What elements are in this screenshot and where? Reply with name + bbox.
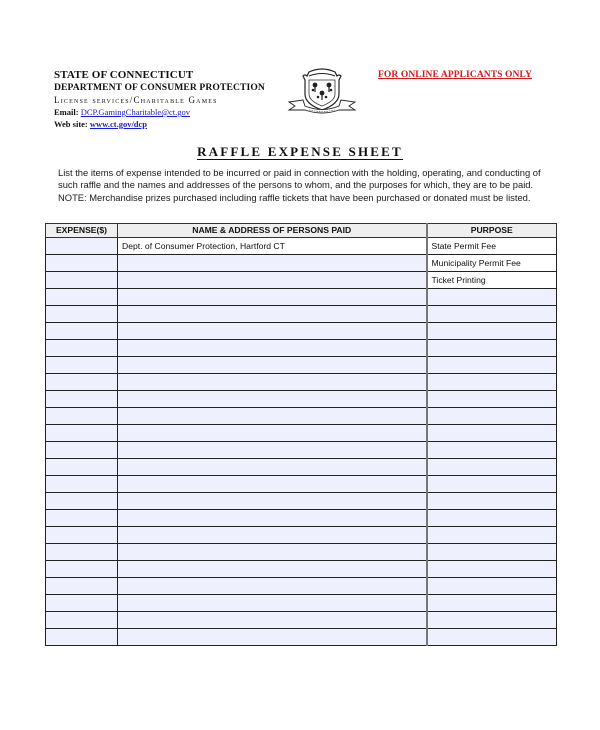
- expense-field[interactable]: [46, 306, 118, 323]
- expense-field[interactable]: [46, 391, 118, 408]
- department-name: DEPARTMENT OF CONSUMER PROTECTION: [54, 82, 265, 93]
- name-address-field[interactable]: [118, 527, 427, 544]
- state-name: STATE OF CONNECTICUT: [54, 69, 194, 81]
- purpose-field[interactable]: [427, 459, 557, 476]
- expense-field[interactable]: [46, 272, 118, 289]
- name-address-field[interactable]: [118, 255, 427, 272]
- table-row: [46, 476, 557, 493]
- email-link[interactable]: DCP.GamingCharitable@ct.gov: [80, 107, 191, 117]
- name-address-field[interactable]: [118, 510, 427, 527]
- table-row: [46, 391, 557, 408]
- name-address-field[interactable]: [118, 425, 427, 442]
- name-address-field[interactable]: [118, 357, 427, 374]
- table-row: [46, 238, 557, 255]
- table-row: [46, 544, 557, 561]
- expense-field[interactable]: [46, 323, 118, 340]
- purpose-field[interactable]: [427, 306, 557, 323]
- name-address-field[interactable]: [118, 306, 427, 323]
- website-link[interactable]: www.ct.gov/dcp: [89, 119, 148, 129]
- expense-field[interactable]: [46, 238, 118, 255]
- expense-field[interactable]: [46, 425, 118, 442]
- expense-table: [45, 223, 557, 646]
- table-row: [46, 510, 557, 527]
- expense-field[interactable]: [46, 357, 118, 374]
- expense-field[interactable]: [46, 595, 118, 612]
- table-row: [46, 357, 557, 374]
- name-address-field[interactable]: [118, 272, 427, 289]
- name-address-field[interactable]: [118, 408, 427, 425]
- name-address-field[interactable]: [118, 289, 427, 306]
- agency-header: [54, 69, 294, 130]
- purpose-field[interactable]: [427, 340, 557, 357]
- expense-field[interactable]: [46, 578, 118, 595]
- column-header-name-address: NAME & ADDRESS OF PERSONS PAID: [118, 224, 427, 238]
- name-address-field[interactable]: [118, 391, 427, 408]
- column-header-expense: EXPENSE($): [46, 224, 118, 238]
- purpose-field[interactable]: [427, 289, 557, 306]
- table-row: [46, 323, 557, 340]
- website-label: Web site:: [54, 119, 88, 129]
- column-header-purpose: PURPOSE: [427, 224, 557, 238]
- purpose-field[interactable]: [427, 612, 557, 629]
- name-address-field[interactable]: [118, 544, 427, 561]
- table-row: [46, 578, 557, 595]
- name-address-field[interactable]: [118, 595, 427, 612]
- name-address-field[interactable]: Dept. of Consumer Protection, Hartford CT: [118, 238, 427, 255]
- purpose-field[interactable]: [427, 629, 557, 646]
- name-address-field[interactable]: [118, 442, 427, 459]
- instructions-paragraph: List the items of expense intended to be incurred or paid in connection with the holding, operating, and conducting of such raffle and the names and addresses of the persons to whom, and the purposes for which, they are to be paid. NOTE: Merchandise prizes purchased including raffle tickets that have been purchased or donated must be listed.: [58, 167, 541, 203]
- table-row: [46, 425, 557, 442]
- email-label: Email:: [54, 107, 79, 117]
- table-row: [46, 561, 557, 578]
- table-row: [46, 374, 557, 391]
- name-address-field[interactable]: [118, 340, 427, 357]
- purpose-field[interactable]: [427, 442, 557, 459]
- purpose-field[interactable]: [427, 527, 557, 544]
- name-address-field[interactable]: [118, 374, 427, 391]
- purpose-field[interactable]: [427, 391, 557, 408]
- purpose-field[interactable]: [427, 476, 557, 493]
- table-header-row: [46, 224, 557, 238]
- purpose-field[interactable]: Municipality Permit Fee: [427, 255, 557, 272]
- expense-field[interactable]: [46, 289, 118, 306]
- expense-field[interactable]: [46, 459, 118, 476]
- expense-field[interactable]: [46, 510, 118, 527]
- purpose-field[interactable]: [427, 510, 557, 527]
- expense-field[interactable]: [46, 476, 118, 493]
- state-seal-icon: [287, 66, 357, 116]
- expense-field[interactable]: [46, 493, 118, 510]
- purpose-field[interactable]: State Permit Fee: [427, 238, 557, 255]
- name-address-field[interactable]: [118, 578, 427, 595]
- purpose-field[interactable]: [427, 544, 557, 561]
- expense-field[interactable]: [46, 527, 118, 544]
- purpose-field[interactable]: [427, 595, 557, 612]
- name-address-field[interactable]: [118, 493, 427, 510]
- online-applicants-notice: FOR ONLINE APPLICANTS ONLY: [378, 70, 533, 80]
- name-address-field[interactable]: [118, 629, 427, 646]
- table-row: [46, 612, 557, 629]
- purpose-field[interactable]: [427, 425, 557, 442]
- purpose-field[interactable]: [427, 357, 557, 374]
- purpose-field[interactable]: [427, 493, 557, 510]
- purpose-field[interactable]: [427, 578, 557, 595]
- table-row: [46, 255, 557, 272]
- expense-field[interactable]: [46, 629, 118, 646]
- table-row: [46, 459, 557, 476]
- expense-field[interactable]: [46, 340, 118, 357]
- expense-field[interactable]: [46, 255, 118, 272]
- expense-field[interactable]: [46, 442, 118, 459]
- table-row: [46, 408, 557, 425]
- purpose-field[interactable]: [427, 408, 557, 425]
- table-row: [46, 629, 557, 646]
- email-line: [54, 106, 294, 118]
- name-address-field[interactable]: [118, 612, 427, 629]
- table-row: [46, 306, 557, 323]
- name-address-field[interactable]: [118, 323, 427, 340]
- division-name: License services/Charitable Games: [54, 95, 218, 105]
- website-line: [54, 118, 294, 130]
- expense-field[interactable]: [46, 561, 118, 578]
- expense-field[interactable]: [46, 374, 118, 391]
- page-title-text: RAFFLE EXPENSE SHEET: [197, 144, 403, 159]
- name-address-field[interactable]: [118, 459, 427, 476]
- table-row: [46, 527, 557, 544]
- expense-field[interactable]: [46, 408, 118, 425]
- name-address-field[interactable]: [118, 476, 427, 493]
- page-title: [0, 143, 600, 161]
- expense-field[interactable]: [46, 612, 118, 629]
- table-row: [46, 595, 557, 612]
- purpose-field[interactable]: [427, 374, 557, 391]
- table-row: [46, 442, 557, 459]
- table-row: [46, 289, 557, 306]
- table-row: [46, 272, 557, 289]
- table-row: [46, 493, 557, 510]
- table-row: [46, 340, 557, 357]
- purpose-field[interactable]: Ticket Printing: [427, 272, 557, 289]
- name-address-field[interactable]: [118, 561, 427, 578]
- purpose-field[interactable]: [427, 561, 557, 578]
- purpose-field[interactable]: [427, 323, 557, 340]
- expense-field[interactable]: [46, 544, 118, 561]
